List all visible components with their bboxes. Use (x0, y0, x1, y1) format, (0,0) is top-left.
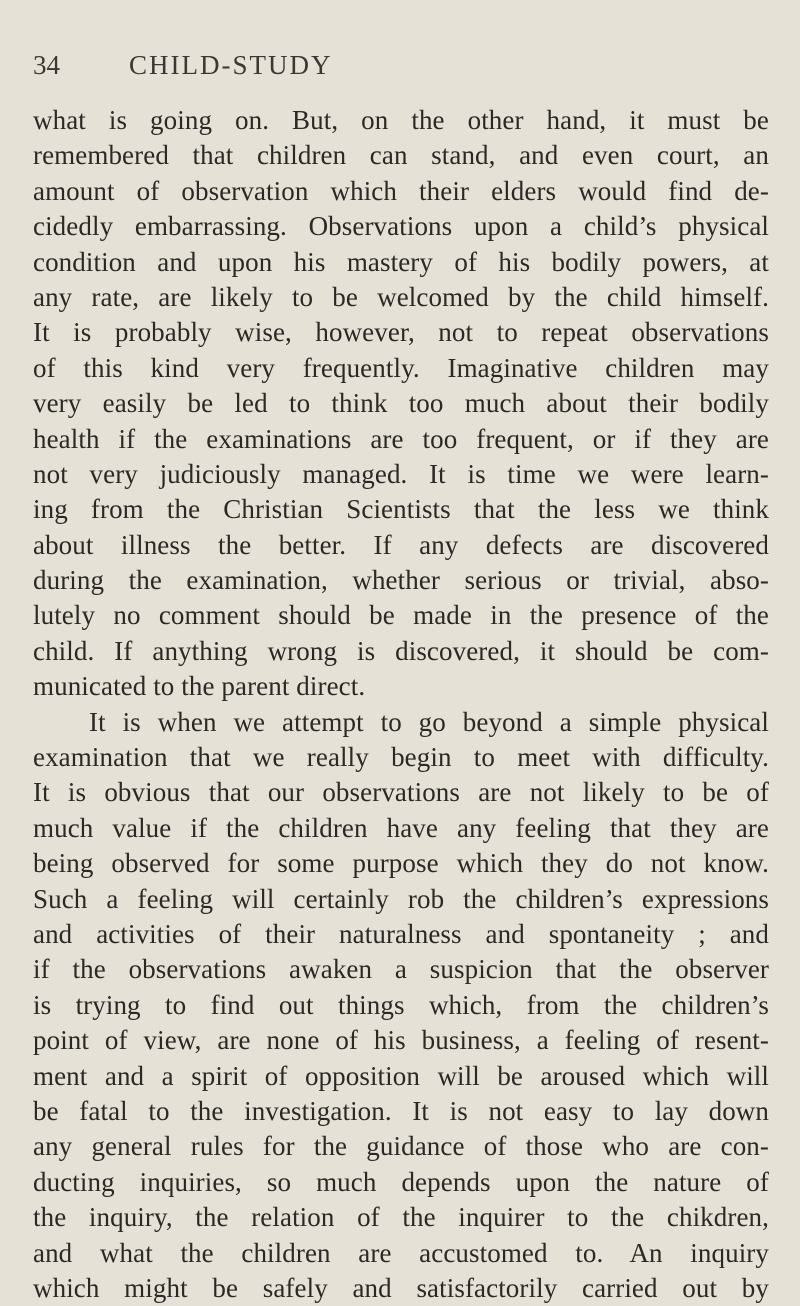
paragraph-start-line: It is when we attempt to go beyond a simple physical (89, 706, 769, 737)
paragraph-end-line: municated to the parent direct. (33, 671, 366, 702)
text-line: It is probably wise, however, not to repeat observations (33, 317, 769, 348)
text-line: lutely no comment should be made in the presence of the (33, 600, 769, 631)
text-line: any general rules for the guidance of those who are con- (33, 1131, 769, 1162)
text-line: and what the children are accustomed to. An inquiry (33, 1237, 769, 1268)
text-line: not very judiciously managed. It is time we were learn- (33, 458, 769, 489)
text-line: be fatal to the investigation. It is not easy to lay down (33, 1095, 769, 1126)
running-head: CHILD-STUDY (129, 50, 333, 80)
text-line: about illness the better. If any defects are discovered (33, 529, 769, 560)
text-line: any rate, are likely to be welcomed by the child himself. (33, 281, 769, 312)
text-line: ment and a spirit of opposition will be aroused which will (33, 1060, 769, 1091)
body-text (33, 103, 769, 1306)
text-line: is trying to find out things which, from the children’s (33, 989, 769, 1020)
text-line: health if the examinations are too frequent, or if they are (33, 423, 769, 454)
text-line: It is obvious that our observations are not likely to be of (33, 777, 769, 808)
text-line: amount of observation which their elders would find de- (33, 175, 769, 206)
text-line: condition and upon his mastery of his bodily powers, at (33, 246, 769, 277)
text-line: of this kind very frequently. Imaginative children may (33, 352, 769, 383)
text-line: point of view, are none of his business, a feeling of resent- (33, 1025, 769, 1056)
text-line: during the examination, whether serious or trivial, abso- (33, 565, 769, 596)
text-line: cidedly embarrassing. Observations upon a child’s physical (33, 211, 769, 242)
page-number: 34 (33, 50, 60, 80)
text-line: ing from the Christian Scientists that the less we think (33, 494, 769, 525)
text-line: examination that we really begin to meet with difficulty. (33, 742, 769, 773)
text-line: much value if the children have any feeling that they are (33, 812, 769, 843)
text-line: the inquiry, the relation of the inquirer to the chikdren, (33, 1202, 769, 1233)
text-line: if the observations awaken a suspicion that the observer (33, 954, 769, 985)
text-line: ducting inquiries, so much depends upon the nature of (33, 1166, 769, 1197)
text-line: child. If anything wrong is discovered, it should be com- (33, 635, 769, 666)
text-line: being observed for some purpose which they do not know. (33, 848, 769, 879)
text-line: and activities of their naturalness and spontaneity ; and (33, 918, 769, 949)
text-line: very easily be led to think too much about their bodily (33, 388, 769, 419)
page-header (33, 50, 773, 90)
text-line: remembered that children can stand, and even court, an (33, 140, 769, 171)
text-line: which might be safely and satisfactorily carried out by (33, 1272, 769, 1303)
text-line: what is going on. But, on the other hand, it must be (33, 105, 769, 135)
text-line: Such a feeling will certainly rob the children’s expressions (33, 883, 769, 914)
